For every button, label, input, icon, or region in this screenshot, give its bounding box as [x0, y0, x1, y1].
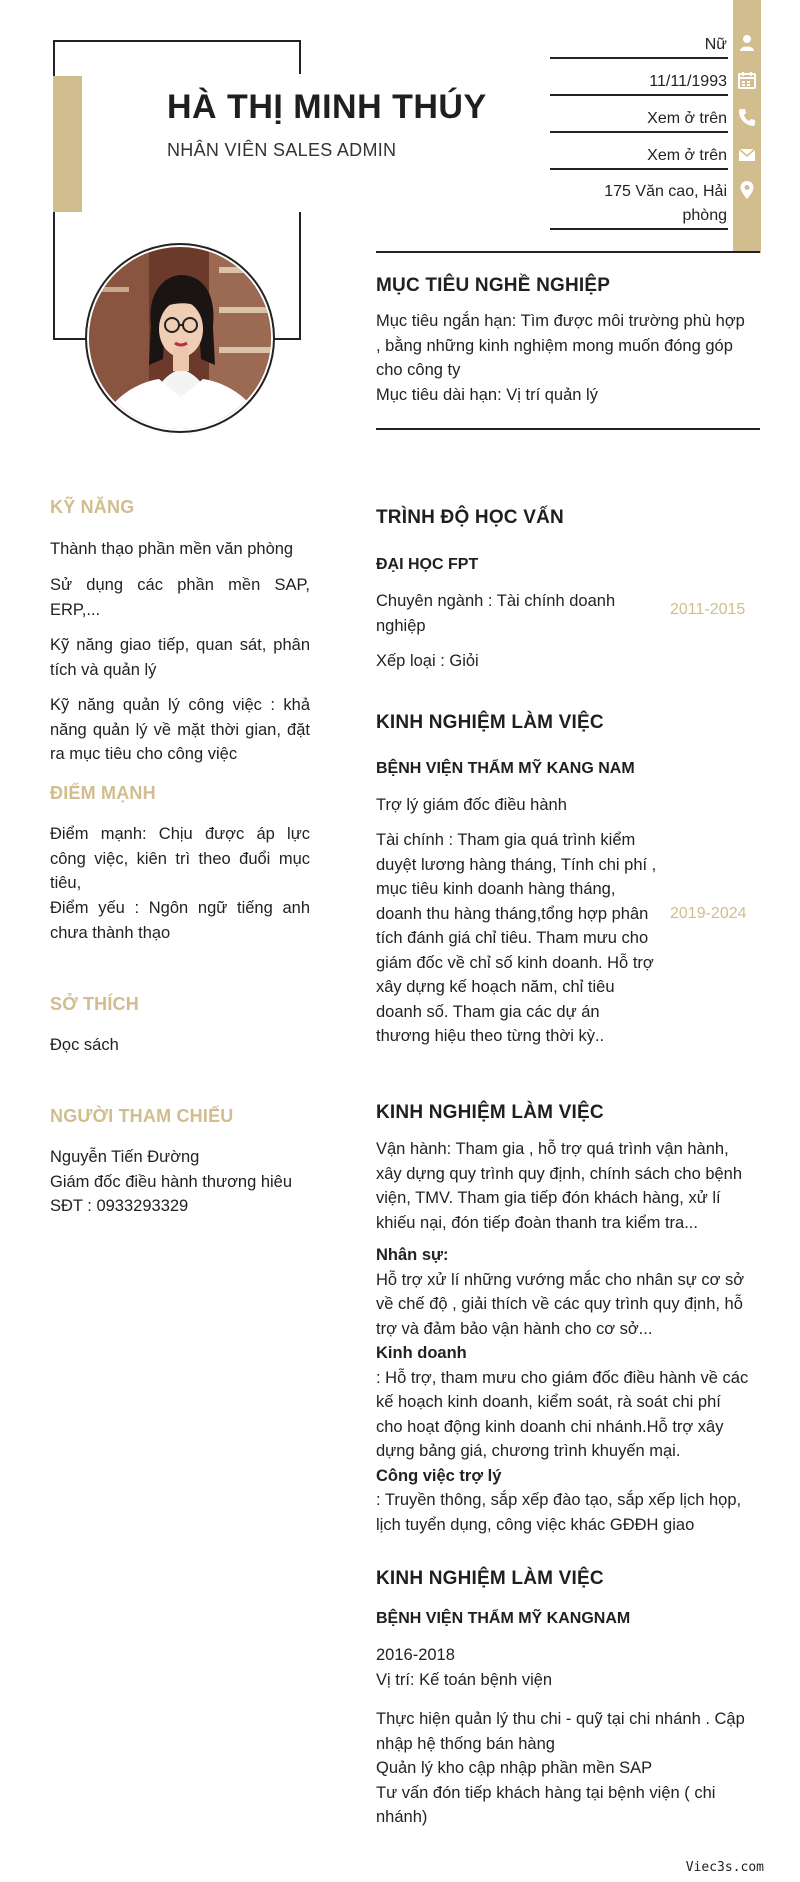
calendar-icon — [737, 70, 757, 90]
watermark: Viec3s.com — [685, 1860, 764, 1875]
header-frame-right — [299, 212, 301, 340]
education-period: 2011-2015 — [670, 601, 746, 618]
contact-divider — [550, 168, 728, 170]
experience-role: Trợ lý giám đốc điều hành — [376, 796, 567, 814]
contact-divider — [550, 94, 728, 96]
header-frame-top — [53, 40, 301, 42]
objective-heading: MỤC TIÊU NGHỀ NGHIỆP — [376, 275, 611, 296]
location-pin-icon — [737, 180, 757, 200]
avatar — [89, 247, 271, 429]
contact-address-line: phòng — [682, 207, 727, 224]
education-school: ĐẠI HỌC FPT — [376, 556, 479, 573]
experience-period: 2016-2018 — [376, 1646, 455, 1664]
header-frame-bottom — [273, 338, 301, 340]
experience-company: BỆNH VIỆN THẨM MỸ KANGNAM — [376, 1610, 631, 1627]
reference-name: Nguyễn Tiến Đường — [50, 1148, 200, 1166]
person-icon — [737, 33, 757, 53]
reference-phone: SĐT : 0933293329 — [50, 1197, 189, 1215]
contact-divider — [550, 131, 728, 133]
hr-subheading: Nhân sự: — [376, 1246, 449, 1264]
reference-position: Giám đốc điều hành thương hiêu — [50, 1172, 293, 1191]
mail-icon — [737, 145, 757, 165]
contact-email: Xem ở trên — [647, 147, 727, 164]
experience-heading: KINH NGHIỆM LÀM VIỆC — [376, 1568, 604, 1589]
experience-heading: KINH NGHIỆM LÀM VIỆC — [376, 712, 604, 733]
skill-item: Sử dụng các phần mền SAP, ERP,... — [50, 576, 310, 619]
experience-period: 2019-2024 — [670, 905, 747, 922]
experience-description: Tài chính : Tham gia quá trình kiểm duyệt lương hàng tháng, Tính chi phí , mục tiêu kinh doanh hàng tháng, doanh thu hàng tháng,tổng hợp phân tích đánh giá chỉ tiêu. Tham mưu cho giám đốc về chỉ số kinh doanh. Hỗ trợ xây dựng kế hoạch năm, chỉ tiêu doanh số. Tham gia các dự án thương hiệu theo từng thời kỳ.. — [376, 831, 657, 1045]
accent-block — [53, 76, 82, 212]
reference-heading: NGƯỜI THAM CHIẾU — [50, 1106, 234, 1126]
hobbies-heading: SỞ THÍCH — [50, 994, 139, 1014]
experience-company: BỆNH VIỆN THẨM MỸ KANG NAM — [376, 760, 635, 777]
contact-divider — [550, 228, 728, 230]
contact-gender: Nữ — [704, 36, 727, 53]
phone-icon — [737, 107, 757, 127]
strengths-heading: ĐIỂM MẠNH — [50, 783, 156, 803]
education-heading: TRÌNH ĐỘ HỌC VẤN — [376, 507, 564, 528]
skill-item: Kỹ năng quản lý công việc : khả năng quản lý về mặt thời gian, đặt ra mục tiêu cho công việc — [50, 696, 310, 763]
job-title: NHÂN VIÊN SALES ADMIN — [167, 140, 397, 160]
skills-heading: KỸ NĂNG — [50, 497, 135, 517]
hobby-item: Đọc sách — [50, 1036, 119, 1054]
contact-birthday: 11/11/1993 — [649, 73, 727, 90]
objective-text: Mục tiêu ngắn hạn: Tìm được môi trường phù hợp , bằng những kinh nghiệm mong muốn đóng góp cho công ty Mục tiêu dài hạn: Vị trí quản lý — [376, 312, 745, 404]
education-major: Chuyên ngành : Tài chính doanh nghiệp — [376, 592, 616, 635]
section-divider — [376, 251, 760, 253]
contact-address-line: 175 Văn cao, Hải — [604, 183, 727, 200]
skill-item: Kỹ năng giao tiếp, quan sát, phân tích và quản lý — [50, 636, 310, 679]
section-divider — [376, 428, 760, 430]
reference-details — [50, 1145, 340, 1219]
header-frame-right — [299, 40, 301, 74]
skill-item: Thành thạo phần mền văn phòng — [50, 540, 294, 558]
weakness-text: Điểm yếu : Ngôn ngữ tiếng anh chưa thành thạo — [50, 899, 310, 942]
education-grade: Xếp loại : Giỏi — [376, 652, 479, 670]
experience-heading: KINH NGHIỆM LÀM VIỆC — [376, 1102, 604, 1123]
contact-divider — [550, 57, 728, 59]
experience-description: 2016-2018 Vị trí: Kế toán bệnh viện Thực hiện quản lý thu chi - quỹ tại chi nhánh . Cập nhập hệ thống bán hàng Quản lý kho cập nhập phần mền SAP Tư vấn đón tiếp khách hàng tại bệnh viện ( chi nhánh) — [376, 1643, 776, 1830]
assistant-subheading: Công việc trợ lý — [376, 1466, 502, 1485]
candidate-name: HÀ THỊ MINH THÚY — [167, 88, 487, 126]
experience-role: Vị trí: Kế toán bệnh viện — [376, 1670, 553, 1689]
strength-text: Điểm mạnh: Chịu được áp lực công việc, kiên trì theo đuổi mục tiêu, — [50, 825, 310, 892]
contact-phone: Xem ở trên — [647, 110, 727, 127]
business-subheading: Kinh doanh — [376, 1344, 467, 1362]
experience-description: Vận hành: Tham gia , hỗ trợ quá trình vận hành, xây dựng quy trình quy định, chính sách cho bệnh viện, TMV. Tham gia tiếp đón khách hàng, xử lí khiếu nại, đón tiếp đoàn thanh tra kiểm tra... Nhân sự: Hỗ trợ xử lí những vướng mắc cho nhân sự cơ sở về chế độ , giải thích về các quy trình quy định, hỗ trợ và đảm bảo vận hành cho cơ sở... Kinh doanh : Hỗ trợ, tham mưu cho giám đốc điều hành về các kế hoạch kinh doanh, kiểm soát, rà soát chi phí cho hoạt động kinh doanh chi nhánh.Hỗ trợ xây dựng bảng giá, chương trình khuyến mại. Công việc trợ lý : Truyền thông, sắp xếp đào tạo, sắp xếp lịch họp, lịch tuyển dụng, công việc khác GĐĐH giao — [376, 1137, 776, 1537]
